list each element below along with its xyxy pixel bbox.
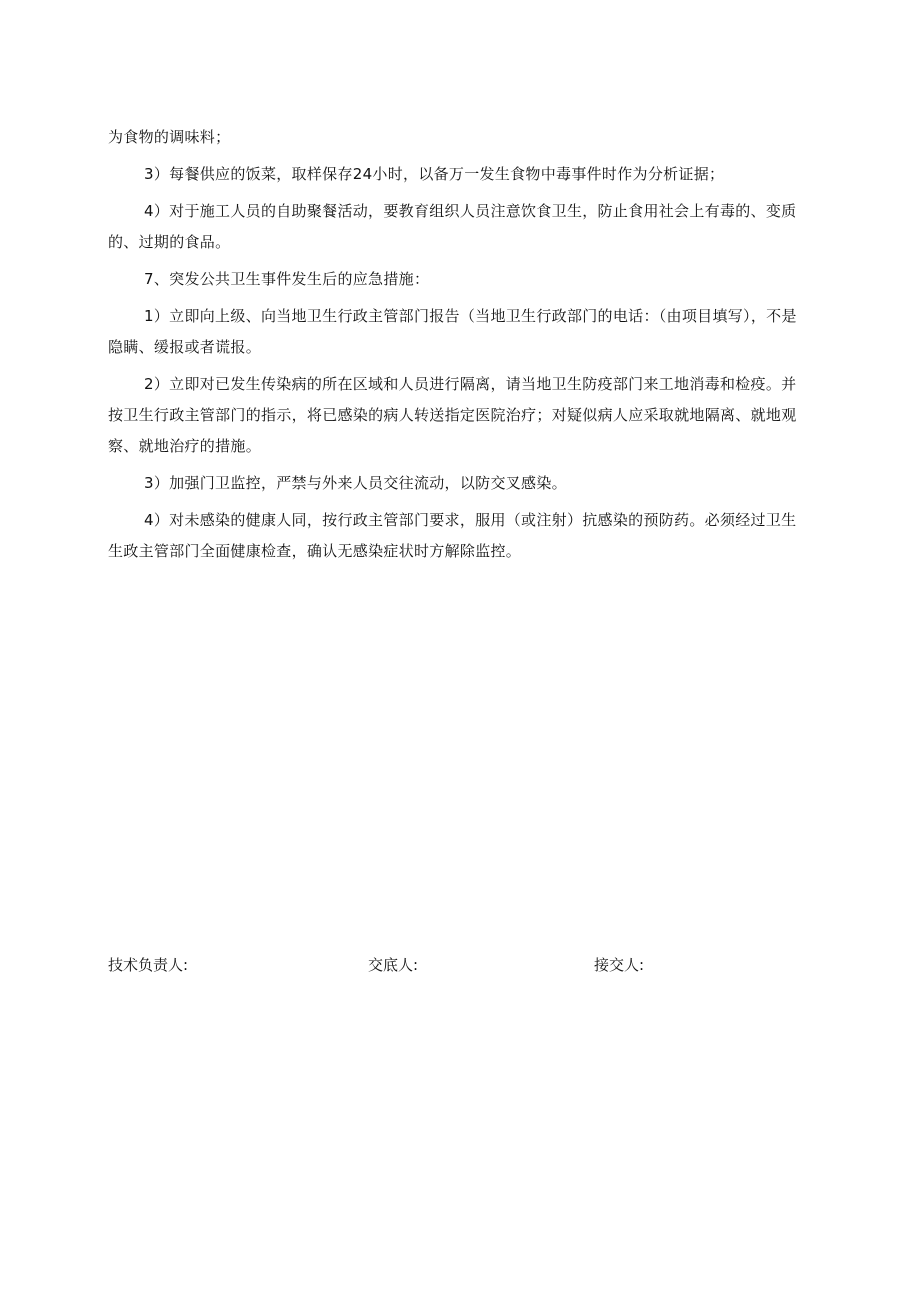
signature-row — [0, 950, 920, 980]
section-heading: 7、突发公共卫生事件发生后的应急措施： — [144, 270, 430, 288]
paragraph: 3）加强门卫监控，严禁与外来人员交往流动，以防交叉感染。 — [144, 474, 567, 492]
technical-lead-label: 技术负责人: — [108, 956, 189, 974]
paragraph: 1）立即向上级、向当地卫生行政主管部门报告（当地卫生行政部门的电话：（由项目填写），不是隐瞒、缓报或者谎报。 — [108, 307, 797, 356]
paragraph: 4）对未感染的健康人同，按行政主管部门要求，服用（或注射）抗感染的预防药。必须经过卫生生政主管部门全面健康检查，确认无感染症状时方解除监控。 — [108, 511, 797, 560]
paragraph: 为食物的调味料； — [108, 128, 231, 146]
handover-by-label: 交底人: — [368, 956, 419, 974]
paragraph: 2）立即对已发生传染病的所在区域和人员进行隔离，请当地卫生防疫部门来工地消毒和检疫。并按卫生行政主管部门的指示，将已感染的病人转送指定医院治疗；对疑似病人应采取就地隔离、就地观察、就地治疗的措施。 — [108, 375, 797, 455]
paragraph: 4）对于施工人员的自助聚餐活动，要教育组织人员注意饮食卫生，防止食用社会上有毒的、变质的、过期的食品。 — [108, 202, 797, 251]
document-body — [108, 122, 808, 573]
received-by-label: 接交人: — [594, 956, 645, 974]
paragraph: 3）每餐供应的饭菜，取样保存24小时，以备万一发生食物中毒事件时作为分析证据； — [144, 165, 725, 183]
